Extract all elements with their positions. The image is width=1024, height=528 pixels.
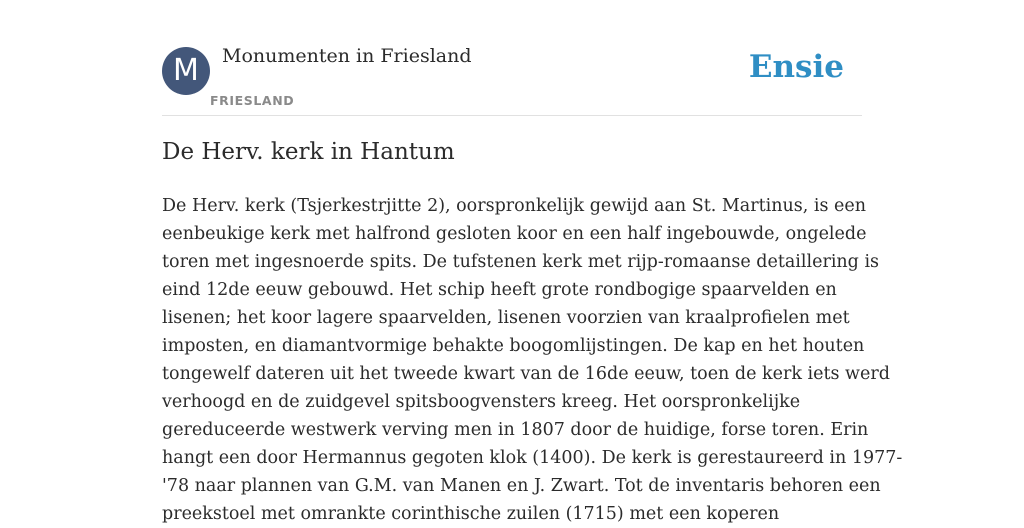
article-body-line: eenbeukige kerk met halfrond gesloten koor en een half ingebouwde, ongelede [162, 224, 867, 244]
article-body [162, 192, 903, 528]
book-title-link[interactable]: Monumenten in Friesland [222, 45, 472, 67]
article-body-line: hangt een door Hermannus gegoten klok (1400). De kerk is gerestaureerd in 1977- [162, 448, 903, 468]
article-body-line: De Herv. kerk (Tsjerkestrjitte 2), oorspronkelijk gewijd aan St. Martinus, is een [162, 196, 866, 216]
article-body-line: lisenen; het koor lagere spaarvelden, lisenen voorzien van kraalprofielen met [162, 308, 850, 328]
article-body-line: eind 12de eeuw gebouwd. Het schip heeft grote rondbogige spaarvelden en [162, 280, 837, 300]
article-body-line: imposten, en diamantvormige behakte boogomlijstingen. De kap en het houten [162, 336, 865, 356]
article-card [162, 0, 903, 524]
avatar[interactable]: M [162, 47, 210, 95]
article-body-line: tongewelf dateren uit het tweede kwart van de 16de eeuw, toen de kerk iets werd [162, 364, 890, 384]
category-label[interactable]: FRIESLAND [210, 93, 295, 108]
article-body-line: '78 naar plannen van G.M. van Manen en J. Zwart. Tot de inventaris behoren een [162, 476, 881, 496]
article-body-line: gereduceerde westwerk verving men in 1807 door de huidige, forse toren. Erin [162, 420, 869, 440]
article-body-line: verhoogd en de zuidgevel spitsboogvensters kreeg. Het oorspronkelijke [162, 392, 801, 412]
header-divider [162, 115, 862, 116]
brand-logo[interactable]: Ensie [748, 49, 844, 85]
article-title: De Herv. kerk in Hantum [162, 139, 455, 165]
article-body-line: preekstoel met omrankte corinthische zuilen (1715) met een koperen [162, 504, 780, 524]
article-body-line: toren met ingesnoerde spits. De tufstenen kerk met rijp-romaanse detaillering is [162, 252, 880, 272]
